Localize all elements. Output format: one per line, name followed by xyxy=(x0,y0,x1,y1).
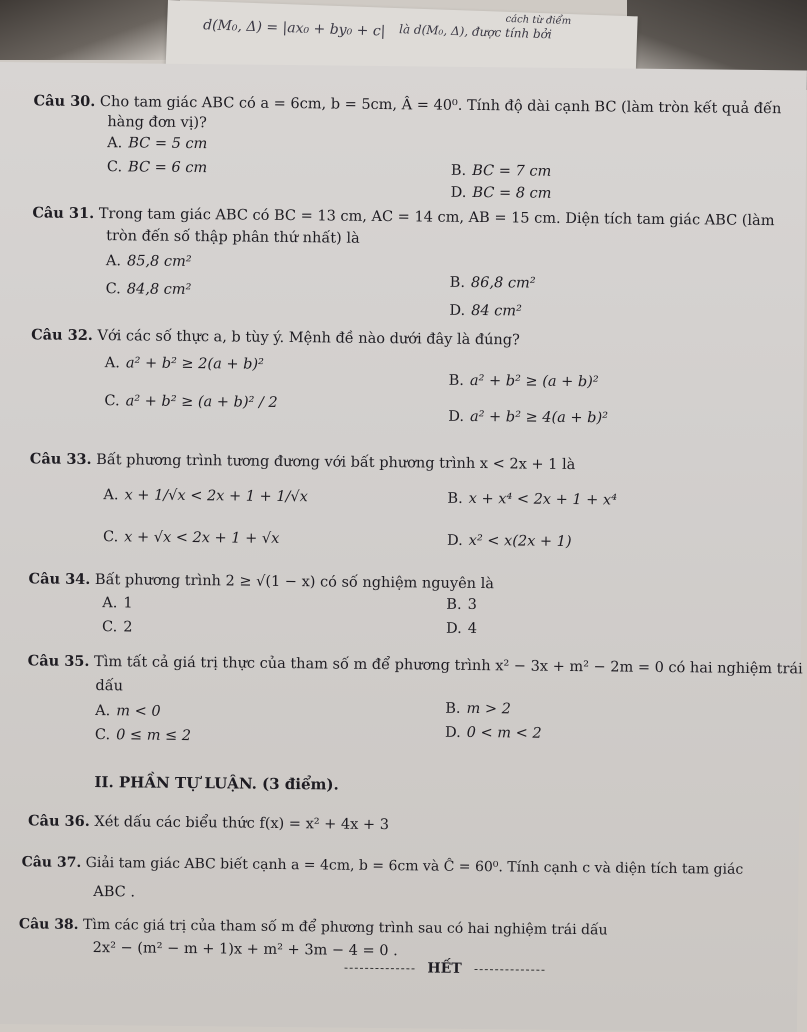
exam-sheet xyxy=(0,62,807,1032)
question-text: Cho tam giác ABC có a = 6cm, b = 5cm, Â = 40⁰. Tính độ dài cạnh BC (làm tròn kết quả đến xyxy=(99,94,782,118)
question-35: Câu 35. Tìm tất cả giá trị thực của tham số m để phương trình x² − 3x + m² − 2m = 0 có hai nghiệm trái xyxy=(27,652,803,678)
question-37-cont: ABC . xyxy=(93,884,136,901)
question-31: Câu 31. Trong tam giác ABC có BC = 13 cm, AC = 14 cm, AB = 15 cm. Diện tích tam giác ABC (làm xyxy=(32,204,775,230)
option-35-b: B. m > 2 xyxy=(445,700,511,718)
option-33-b: B. x + x⁴ < 2x + 1 + x⁴ xyxy=(447,490,618,509)
option-32-a: A. a² + b² ≥ 2(a + b)² xyxy=(104,355,264,373)
question-35-cont: dấu xyxy=(95,678,124,695)
option-31-b: B. 86,8 cm² xyxy=(449,274,536,292)
option-35-d: D. 0 < m < 2 xyxy=(444,724,542,742)
question-32: Câu 32. Với các số thực a, b tùy ý. Mệnh đề nào dưới đây là đúng? xyxy=(31,326,520,349)
question-38: Câu 38. Tìm các giá trị của tham số m để phương trình sau có hai nghiệm trái dấu xyxy=(18,916,608,939)
question-37: Câu 37. Giải tam giác ABC biết cạnh a = 4cm, b = 6cm và Ĉ = 60⁰. Tính cạnh c và diện tích tam giác xyxy=(21,854,744,878)
option-31-d: D. 84 cm² xyxy=(449,302,522,320)
question-33: Câu 33. Bất phương trình tương đương với bất phương trình x < 2x + 1 là xyxy=(29,450,576,474)
option-31-a: A. 85,8 cm² xyxy=(105,253,192,271)
question-38-cont: 2x² − (m² − m + 1)x + m² + 3m − 4 = 0 . xyxy=(92,940,398,960)
divider-right xyxy=(475,969,545,971)
back-text-line2: là d(M₀, Δ), được tính bởi xyxy=(398,22,552,42)
option-32-c: C. a² + b² ≥ (a + b)² / 2 xyxy=(104,393,278,411)
option-30-a: A. BC = 5 cm xyxy=(107,135,208,153)
divider-left xyxy=(345,967,415,969)
option-32-d: D. a² + b² ≥ 4(a + b)² xyxy=(448,408,609,427)
option-30-c: C. BC = 6 cm xyxy=(106,159,208,177)
option-30-d: D. BC = 8 cm xyxy=(450,184,552,202)
option-33-d: D. x² < x(2x + 1) xyxy=(446,532,572,551)
end-label: HẾT xyxy=(427,960,462,977)
section-title: II. PHẦN TỰ LUẬN. (3 điểm). xyxy=(94,773,339,794)
option-33-a: A. x + 1/√x < 2x + 1 + 1/√x xyxy=(103,487,308,506)
option-34-b: B. 3 xyxy=(446,596,477,614)
option-34-c: C. 2 xyxy=(102,619,133,636)
option-34-d: D. 4 xyxy=(446,620,478,638)
option-30-b: B. BC = 7 cm xyxy=(450,162,552,180)
option-33-c: C. x + √x < 2x + 1 + √x xyxy=(102,529,280,547)
question-30-cont: hàng đơn vị)? xyxy=(107,114,207,132)
background-shadow-left xyxy=(0,0,180,60)
option-35-a: A. m < 0 xyxy=(95,703,161,720)
option-31-c: C. 84,8 cm² xyxy=(105,281,192,299)
question-31-cont: tròn đến số thập phân thứ nhất) là xyxy=(106,228,360,247)
question-36: Câu 36. Xét dấu các biểu thức f(x) = x² + 4x + 3 xyxy=(27,812,390,834)
back-text-line1: cách từ điểm xyxy=(505,13,572,28)
end-marker xyxy=(344,960,544,978)
option-34-a: A. 1 xyxy=(102,595,133,612)
option-32-b: B. a² + b² ≥ (a + b)² xyxy=(448,372,599,391)
back-formula: d(M₀, Δ) = |ax₀ + by₀ + c| xyxy=(202,17,386,40)
option-35-c: C. 0 ≤ m ≤ 2 xyxy=(94,727,192,745)
question-number: Câu 30. xyxy=(33,92,96,111)
question-34: Câu 34. Bất phương trình 2 ≥ √(1 − x) có số nghiệm nguyên là xyxy=(28,570,495,593)
